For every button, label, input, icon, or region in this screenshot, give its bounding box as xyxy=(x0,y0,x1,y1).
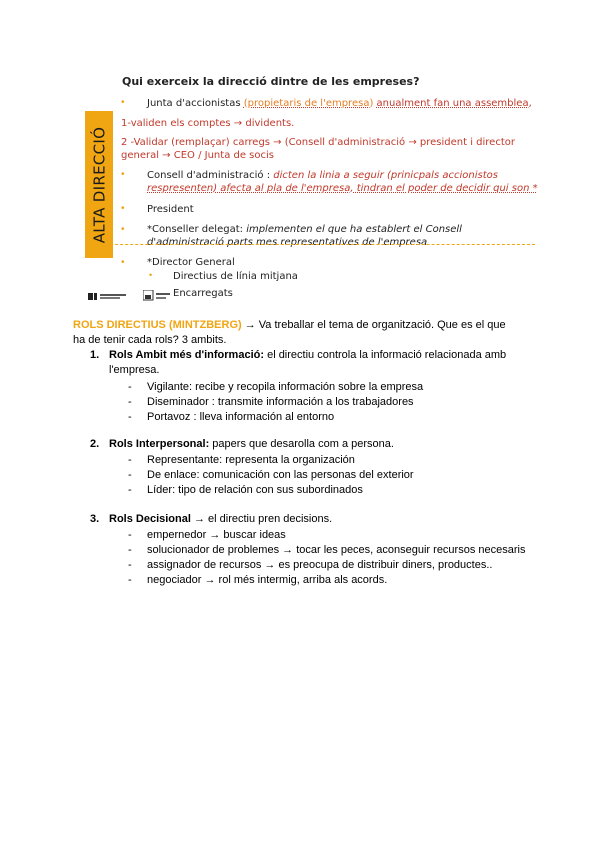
intro-paragraph xyxy=(73,318,533,348)
intro-text-a: → Va treballar el tema de organització. Que es el que xyxy=(241,319,506,331)
slide-line-president: President xyxy=(147,204,194,215)
list-item: - De enlace: comunicación con las personas del exterior xyxy=(128,469,414,481)
list-item: - negociador → rol més intermig, arriba als acords. xyxy=(128,574,388,586)
section-items xyxy=(128,380,548,425)
section-desc: → el directiu pren decisions. xyxy=(190,513,333,525)
slide-line-consell-b: respresenten) afecta al pla de l'empresa, tindran el poder de decidir qui son * xyxy=(147,183,538,194)
slide-title: Qui exerceix la direcció dintre de les empreses? xyxy=(122,75,420,88)
slide-line-conseller: *Conseller delegat: implementen el que ha establert el Consell xyxy=(147,224,462,235)
section-items xyxy=(128,528,548,588)
embedded-slide xyxy=(85,60,538,310)
list-item: - solucionador de problemes → tocar les peces, aconseguir recursos necesaris xyxy=(128,544,526,556)
bullet-icon: • xyxy=(121,97,125,108)
faculty-logo-icon xyxy=(143,290,171,302)
section-title: Rols Ambit més d'informació: xyxy=(109,349,265,361)
section-number: 2. xyxy=(90,438,100,450)
list-item: - assignador de recursos → es preocupa de distribuir diners, productes.. xyxy=(128,559,493,571)
list-item: - empernedor → buscar ideas xyxy=(128,529,286,541)
section-title: Rols Interpersonal: xyxy=(109,438,210,450)
bullet-icon: • xyxy=(121,169,125,180)
bullet-icon: • xyxy=(121,203,125,214)
section-desc: papers que desarolla com a persona. xyxy=(209,438,394,450)
list-item: - Representante: representa la organización xyxy=(128,454,355,466)
university-logo-icon xyxy=(88,292,128,301)
list-item: - Vigilante: recibe y recopila información sobre la empresa xyxy=(128,381,424,393)
slide-line-validar-a: 2 -Validar (remplaçar) carregs → (Consell d'administració → president i director xyxy=(121,137,515,148)
slide-line-junta: Junta d'accionistas (propietaris de l'empresa) anualment fan una assemblea, xyxy=(147,98,532,109)
section-number: 1. xyxy=(90,349,100,361)
slide-line-validar-b: general → CEO / Junta de socis xyxy=(121,150,274,161)
alta-direccio-sidebar xyxy=(85,111,113,258)
intro-text-b: ha de tenir cada rols? 3 ambits. xyxy=(73,334,227,346)
slide-line-encarregats: Encarregats xyxy=(173,288,233,299)
slide-line-director: *Director General xyxy=(147,257,235,268)
slide-line-directius: Directius de línia mitjana xyxy=(173,271,298,282)
intro-highlight: ROLS DIRECTIUS (MINTZBERG) xyxy=(73,319,242,331)
sidebar-label: ALTA DIRECCIÓ xyxy=(90,126,109,243)
list-item: - Líder: tipo de relación con sus subordinados xyxy=(128,484,363,496)
bullet-icon: • xyxy=(121,224,125,235)
section-items xyxy=(128,453,548,498)
section-number: 3. xyxy=(90,513,100,525)
section-title: Rols Decisional xyxy=(109,513,191,525)
list-item: - Portavoz : lleva información al entorno xyxy=(128,411,335,423)
bullet-icon: • xyxy=(149,270,153,280)
slide-line-consell: Consell d'administració : dicten la linia a seguir (prinicpals accionistos xyxy=(147,170,498,181)
list-item: - Diseminador : transmite información a los trabajadores xyxy=(128,396,414,408)
bullet-icon: • xyxy=(121,257,125,268)
section-desc: el directiu controla la informació relacionada amb xyxy=(264,349,507,361)
slide-divider xyxy=(85,244,535,245)
section-desc-cont: l'empresa. xyxy=(109,364,160,376)
slide-line-validen: 1-validen els comptes → dividents. xyxy=(121,118,295,129)
slide-line-conseller-b: d'administració parts mes representatives de l'empresa xyxy=(147,237,428,248)
